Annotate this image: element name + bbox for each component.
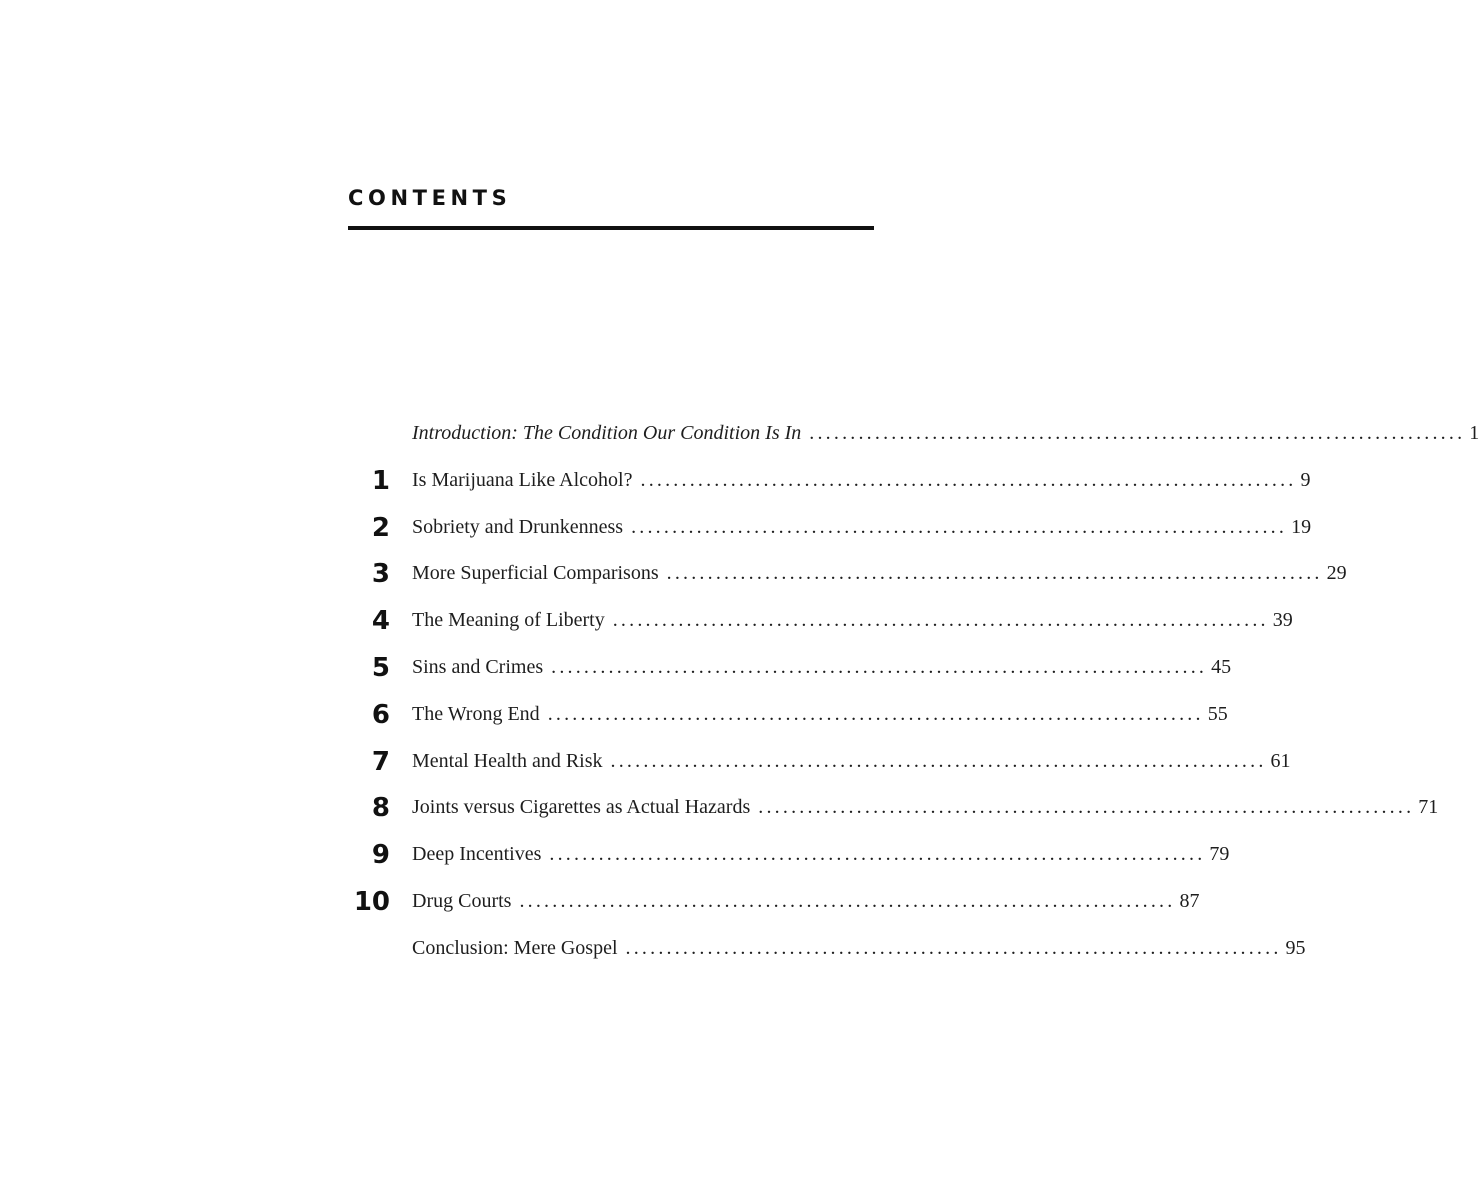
chapter-number: 5 <box>371 652 390 683</box>
toc-entry-chapter-5[interactable] <box>340 648 1232 695</box>
toc-entry-introduction[interactable] <box>340 414 1479 461</box>
chapter-number: 6 <box>371 699 390 730</box>
dot-leader: ................................................................................ <box>551 655 1208 678</box>
dot-leader: ................................................................................ <box>610 749 1267 772</box>
dot-leader: ................................................................................ <box>758 796 1415 819</box>
page-number: 45 <box>1211 655 1232 678</box>
page-number: 79 <box>1209 843 1230 866</box>
dot-leader: ................................................................................ <box>549 843 1206 866</box>
page-number: 9 <box>1300 468 1311 491</box>
chapter-number: 1 <box>371 465 390 496</box>
page-number: 61 <box>1270 749 1291 772</box>
page-number: 29 <box>1326 562 1347 585</box>
page-number: 1 <box>1469 422 1479 444</box>
entry-title: Conclusion: Mere Gospel <box>412 936 618 959</box>
dot-leader: ................................................................................ <box>547 702 1204 725</box>
chapter-number: 2 <box>371 512 390 543</box>
entry-title: Sins and Crimes <box>412 655 544 678</box>
toc-entry-chapter-8[interactable] <box>340 788 1439 835</box>
entry-title: Is Marijuana Like Alcohol? <box>412 468 633 491</box>
toc-entry-chapter-3[interactable] <box>340 554 1347 601</box>
page-number: 95 <box>1285 936 1306 959</box>
toc-entry-chapter-10[interactable] <box>340 882 1200 929</box>
contents-heading: CONTENTS <box>348 186 512 210</box>
entry-title: The Wrong End <box>412 702 540 725</box>
entry-title: Sobriety and Drunkenness <box>412 515 624 538</box>
page-number: 39 <box>1272 609 1293 632</box>
chapter-number: 10 <box>353 886 390 917</box>
entry-title: The Meaning of Liberty <box>412 609 605 632</box>
dot-leader: ................................................................................ <box>612 609 1269 632</box>
chapter-number: 3 <box>371 559 390 590</box>
heading-rule <box>348 226 874 230</box>
entry-title: Introduction: The Condition Our Condition Is In <box>412 422 802 444</box>
toc-entry-chapter-4[interactable] <box>340 601 1293 648</box>
entry-title: Drug Courts <box>412 889 512 912</box>
page-number: 87 <box>1179 889 1200 912</box>
chapter-number: 7 <box>371 746 390 777</box>
chapter-number: 4 <box>371 606 390 637</box>
page-number: 55 <box>1207 702 1228 725</box>
entry-title: Joints versus Cigarettes as Actual Hazards <box>412 796 751 819</box>
dot-leader: ................................................................................ <box>666 562 1323 585</box>
toc-entry-chapter-7[interactable] <box>340 742 1291 789</box>
dot-leader: ................................................................................ <box>631 515 1288 538</box>
toc-entry-chapter-2[interactable] <box>340 508 1312 555</box>
toc-entry-chapter-9[interactable] <box>340 835 1230 882</box>
entry-title: Mental Health and Risk <box>412 749 603 772</box>
toc-entry-chapter-1[interactable] <box>340 461 1311 508</box>
entry-title: More Superficial Comparisons <box>412 562 659 585</box>
chapter-number: 9 <box>371 840 390 871</box>
dot-leader: ................................................................................ <box>809 422 1466 444</box>
toc-entry-conclusion[interactable] <box>340 929 1306 976</box>
dot-leader: ................................................................................ <box>519 889 1176 912</box>
toc-list <box>340 414 1479 976</box>
page-number: 19 <box>1291 515 1312 538</box>
chapter-number: 8 <box>371 793 390 824</box>
page-number: 71 <box>1418 796 1439 819</box>
toc-entry-chapter-6[interactable] <box>340 695 1228 742</box>
dot-leader: ................................................................................ <box>640 468 1297 491</box>
dot-leader: ................................................................................ <box>625 936 1282 959</box>
entry-title: Deep Incentives <box>412 843 542 866</box>
